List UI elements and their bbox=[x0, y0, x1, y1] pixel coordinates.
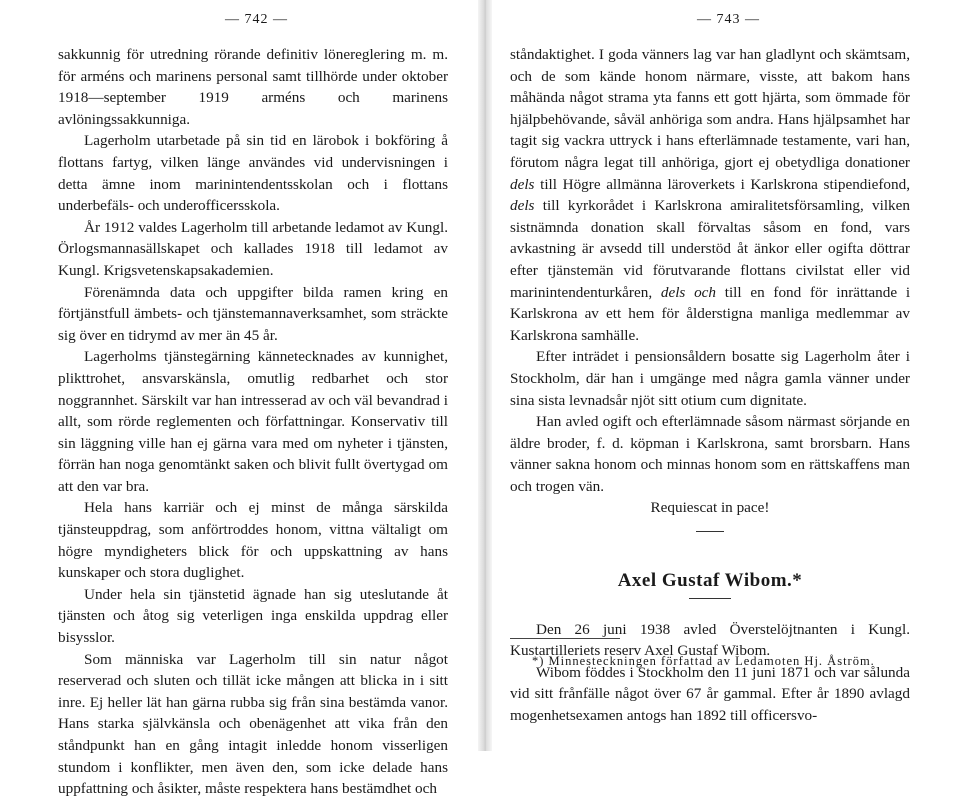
left-page-body bbox=[58, 44, 448, 800]
divider bbox=[696, 531, 724, 532]
paragraph: Som människa var Lagerholm till sin natur något reserverad och sluten och tillät icke mången att blicka in i sitt inre. Ej heller lät han gärna rubba sig från sina bestämda vanor. Hans starka självkänsla och obenägenhet att vika från den ståndpunkt han en gång intagit inledde honom visserligen stundom i konflikter, men även den, som icke delade hans uppfattning och åsikter, måste respektera hans bestämdhet och bbox=[58, 650, 448, 798]
page-number: — 742 — bbox=[225, 12, 288, 27]
paragraph: Wibom föddes i Stockholm den 11 juni 1871 och var sålunda vid sitt frånfälle något över 67 år gammal. Efter år 1890 avlagd mogenhetsexamen antogs han 1892 till officersvo- bbox=[510, 663, 910, 725]
book-gutter bbox=[478, 0, 492, 751]
divider bbox=[689, 598, 731, 599]
paragraph: Lagerholms tjänstegärning kännetecknades av kunnighet, plikttrohet, ansvarskänsla, omutlig redbarhet och stor noggrannhet. Särskilt var han intresserad av och väl bevandrad i allt, som rörde reglementen och författningar. Konservativ till sin läggning ville han ej gärna vara med om nyheter i tjänsten, förrän han noga genomtänkt saken och blivit fullt övertygad om att den var bra. bbox=[58, 348, 448, 495]
paragraph: Förenämnda data och uppgifter bilda ramen kring en förtjänstfull ämbets- och tjänstemannaverksamhet, som sträckte sig över en tidrymd av mer än 45 år. bbox=[58, 283, 448, 344]
footnote-divider bbox=[510, 638, 620, 639]
page-number: — 743 — bbox=[697, 12, 760, 27]
paragraph: Den 26 juni 1938 avled Överstelöjtnanten i Kungl. Kustartilleriets reserv Axel Gustaf Wibom. bbox=[510, 620, 910, 660]
right-page-body bbox=[510, 44, 910, 727]
paragraph: Lagerholm utarbetade på sin tid en lärobok i bokföring å flottans fartyg, vilken länge användes vid undervisningen i detta ämne inom marinintendentsskolan och i flottans underbefäls- och underofficersskola. bbox=[58, 132, 448, 215]
paragraph: Under hela sin tjänstetid ägnade han sig uteslutande åt tjänsten och åtog sig veterligen inga enskilda uppdrag eller bisysslor. bbox=[58, 585, 448, 647]
paragraph: sakkunnig för utredning rörande definitiv lönereglering m. m. för arméns och marinens personal samt tillhörde under oktober 1918—september 1919 arméns och marinens avlöningssakkunniga. bbox=[58, 46, 448, 128]
paragraph: Efter inträdet i pensionsåldern bosatte sig Lagerholm åter i Stockholm, där han i umgänge med några gamla vänner under sina sista levnadsår njöt sitt otium cum dignitate. bbox=[510, 348, 910, 409]
paragraph: ståndaktighet. I goda vänners lag var han gladlynt och skämtsam, och de som kände honom närmare, visste, att bakom hans måhända något strama yta fanns ett gott hjärta, som ömmade för hjälpbehövande, såväl anhöriga som andra. Hans hjälpsamhet har tagit sig vackra uttryck i hans efterlämnade testamente, vari han, förutom några legat till anhöriga, gjort ej obetydliga donationer dels till Högre allmänna läroverkets i Karlskrona stipendiefond, dels till kyrkorådet i Karlskrona amiralitetsförsamling, vilken sistnämnda donation skall förvaltas såsom en fond, vars avkastning är avsedd till understöd åt änkor eller ogifta döttrar efter tjänstemän vid förutvarande flottans civilstat eller vid marinintendenturkåren, dels och till en fond för inrättande i Karlskrona av ett hem för ålderstigna manliga medlemmar av Karlskrona samhälle. bbox=[510, 46, 911, 344]
footnote: *) Minnesteckningen författad av Ledamoten Hj. Åström. bbox=[532, 654, 875, 668]
left-page bbox=[0, 0, 478, 798]
paragraph: Hela hans karriär och ej minst de många särskilda tjänsteuppdrag, som anförtroddes honom, vittna vältaligt om högre myndigheters blick för och uppskattning av hans kunskaper och stora duglighet. bbox=[58, 499, 448, 582]
paragraph: År 1912 valdes Lagerholm till arbetande ledamot av Kungl. Örlogsmannasällskapet och kallades 1918 till ledamot av Kungl. Krigsvetenskapsakademien. bbox=[58, 218, 448, 279]
obituary-heading: Axel Gustaf Wibom.* bbox=[617, 570, 803, 592]
closing-line: Requiescat in pace! bbox=[650, 499, 770, 517]
right-page bbox=[492, 0, 960, 751]
paragraph: Han avled ogift och efterlämnade såsom närmast sörjande en äldre broder, f. d. köpman i Karlskrona, samt brorsbarn. Hans vänner sakna honom och minnas honom som en rättskaffens man och trogen vän. bbox=[510, 413, 910, 495]
